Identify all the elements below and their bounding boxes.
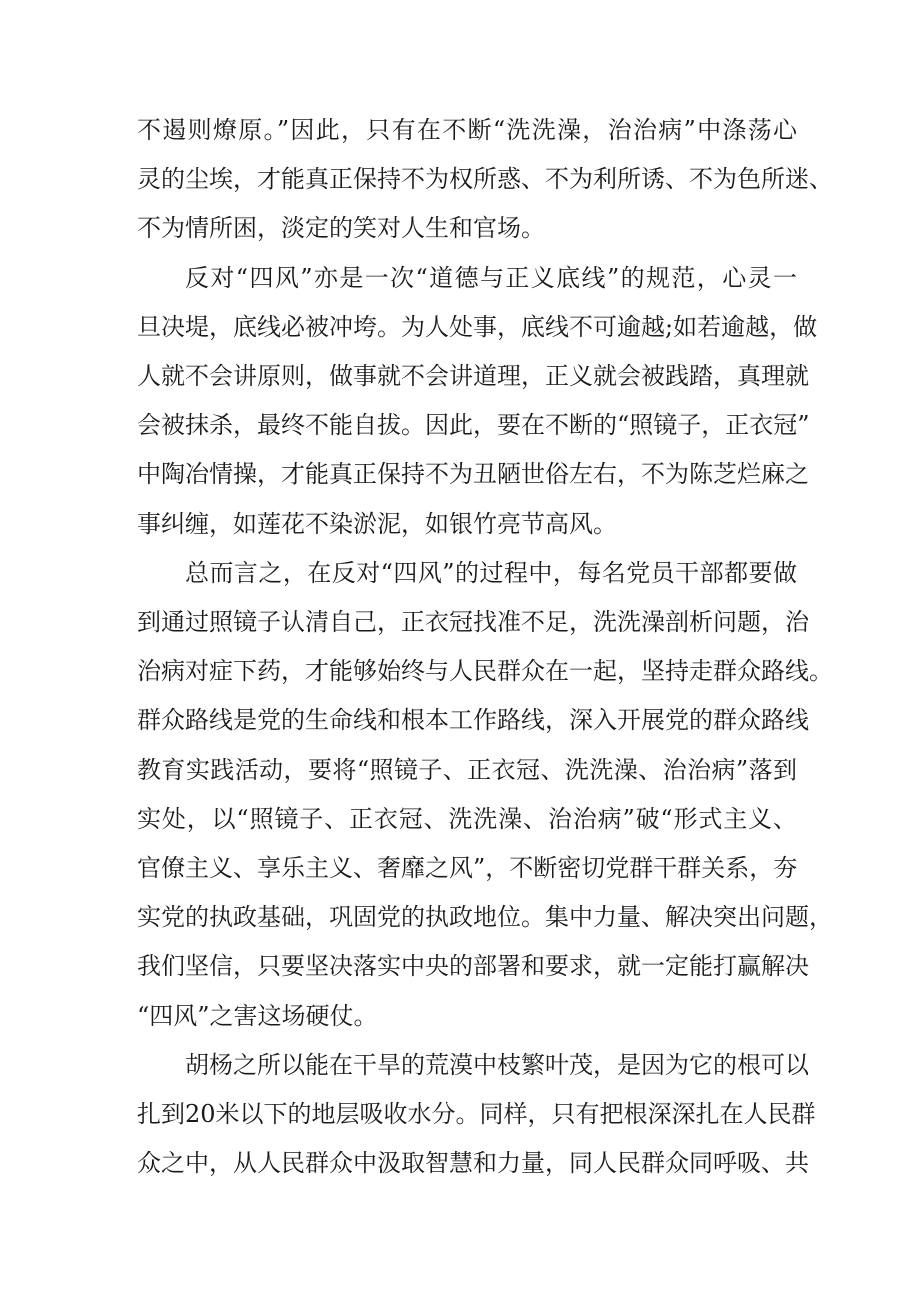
- text-line: 教育实践活动，要将“照镜子、正衣冠、洗洗澡、治治病”落到: [137, 755, 797, 784]
- text-line: 到通过照镜子认清自己，正衣冠找准不足，洗洗澡剖析问题，治: [137, 608, 809, 636]
- text-line: 群众路线是党的生命线和根本工作路线，深入开展党的群众路线: [137, 706, 809, 735]
- text-line: “四风”之害这场硬仗。: [137, 1001, 378, 1030]
- text-line: 会被抹杀，最终不能自拔。因此，要在不断的“照镜子，正衣冠”: [137, 411, 810, 440]
- text-line: 治病对症下药，才能够始终与人民群众在一起，坚持走群众路线。: [137, 657, 833, 686]
- text-line: 不遏则燎原。”因此，只有在不断“洗洗澡，治治病”中涤荡心: [137, 116, 797, 144]
- text-line: 我们坚信，只要坚决落实中央的部署和要求，就一定能打赢解决: [137, 952, 809, 981]
- text-line: 实处，以“照镜子、正衣冠、洗洗澡、治治病”破“形式主义、: [137, 804, 797, 833]
- text-line: 扎到20米以下的地层吸收水分。同样，只有把根深深扎在人民群: [137, 1100, 816, 1128]
- text-line: 旦决堤，底线必被冲垮。为人处事，底线不可逾越;如若逾越，做: [137, 312, 818, 341]
- text-line: 人就不会讲原则，做事就不会讲道理，正义就会被践踏，真理就: [137, 362, 809, 390]
- text-line: 胡杨之所以能在干旱的荒漠中枝繁叶茂，是因为它的根可以: [185, 1050, 809, 1079]
- text-line: 实党的执政基础，巩固党的执政地位。集中力量、解决突出问题，: [137, 903, 833, 932]
- text-line: 反对“四风”亦是一次“道德与正义底线”的规范，心灵一: [185, 263, 797, 292]
- text-line: 众之中，从人民群众中汲取智慧和力量，同人民群众同呼吸、共: [137, 1149, 809, 1178]
- text-line: 官僚主义、享乐主义、奢靡之风”，不断密切党群干群关系，夯: [137, 854, 798, 882]
- text-line: 灵的尘埃，才能真正保持不为权所惑、不为利所诱、不为色所迷、: [137, 165, 833, 194]
- text-line: 不为情所困，淡定的笑对人生和官场。: [137, 214, 545, 243]
- text-line: 总而言之，在反对“四风”的过程中，每名党员干部都要做: [185, 558, 797, 587]
- text-line: 中陶冶情操，才能真正保持不为丑陋世俗左右，不为陈芝烂麻之: [137, 460, 809, 489]
- text-line: 事纠缠，如莲花不染淤泥，如银竹亮节高风。: [137, 509, 617, 538]
